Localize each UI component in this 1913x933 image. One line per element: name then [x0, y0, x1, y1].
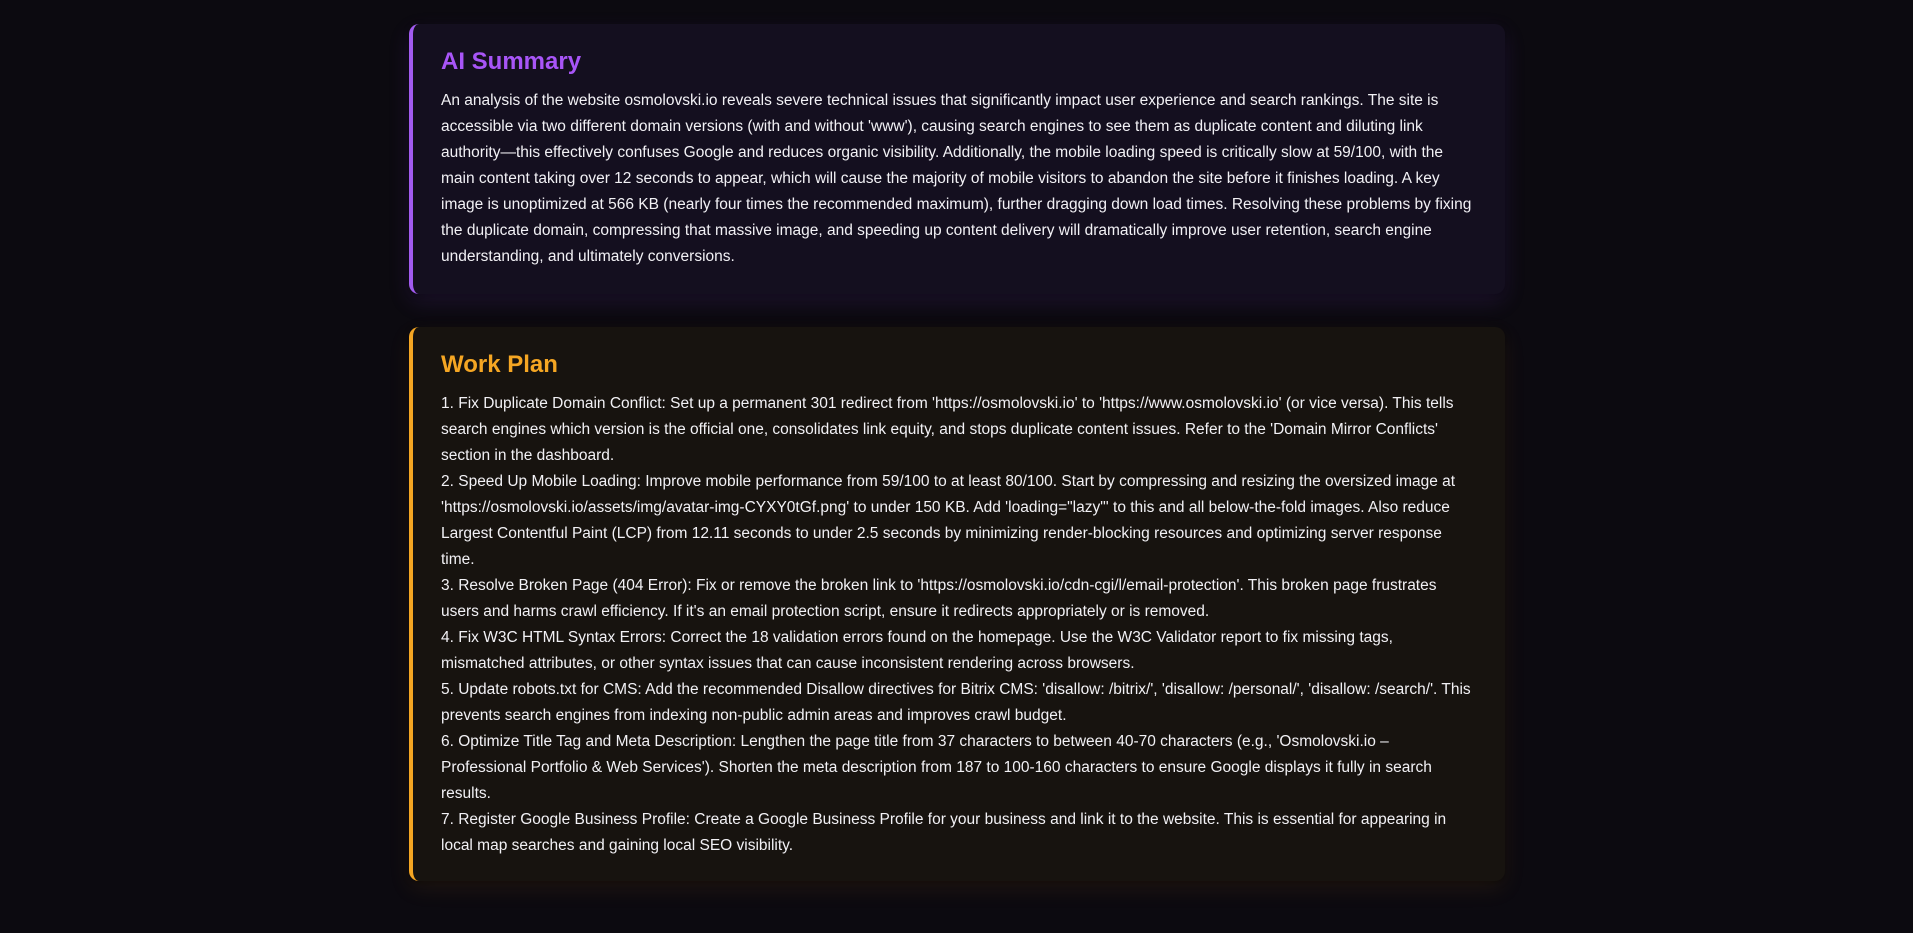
work-plan-card: [409, 327, 1505, 881]
work-plan-item: 3. Resolve Broken Page (404 Error): Fix or remove the broken link to 'https://osmolovski.io/cdn-cgi/l/email-protection'. This broken page frustrates users and harms crawl efficiency. If it's an email protection script, ensure it redirects appropriately or is removed.: [441, 577, 1437, 620]
work-plan-item: 6. Optimize Title Tag and Meta Description: Lengthen the page title from 37 characters to between 40-70 characters (e.g., 'Osmolovski.io – Professional Portfolio & Web Services'). Shorten the meta description from 187 to 100-160 characters to ensure Google displays it fully in search results.: [441, 733, 1432, 802]
ai-summary-card: [409, 24, 1505, 294]
work-plan-item: 4. Fix W3C HTML Syntax Errors: Correct the 18 validation errors found on the homepage. Use the W3C Validator report to fix missing tags, mismatched attributes, or other syntax issues that can cause inconsistent rendering across browsers.: [441, 629, 1393, 672]
work-plan-item: 5. Update robots.txt for CMS: Add the recommended Disallow directives for Bitrix CMS: 'disallow: /bitrix/', 'disallow: /personal/', 'disallow: /search/'. This prevents search engines from indexing non-public admin areas and improves crawl budget.: [441, 681, 1471, 724]
work-plan-title: Work Plan: [441, 351, 558, 378]
work-plan-item: 7. Register Google Business Profile: Create a Google Business Profile for your business and link it to the website. This is essential for appearing in local map searches and gaining local SEO visibility.: [441, 811, 1447, 854]
work-plan-item: 2. Speed Up Mobile Loading: Improve mobile performance from 59/100 to at least 80/100. Start by compressing and resizing the oversized image at 'https://osmolovski.io/assets/img/avatar-img-CYXY0tGf.png' to under 150 KB. Add 'loading="lazy"' to this and all below-the-fold images. Also reduce Largest Contentful Paint (LCP) from 12.11 seconds to under 2.5 seconds by minimizing render-blocking resources and optimizing server response time.: [441, 473, 1456, 568]
ai-summary-title: AI Summary: [441, 48, 582, 75]
work-plan-item: 1. Fix Duplicate Domain Conflict: Set up a permanent 301 redirect from 'https://osmolovski.io' to 'https://www.osmolovski.io' (or vice versa). This tells search engines which version is the official one, consolidates link equity, and stops duplicate content issues. Refer to the 'Domain Mirror Conflicts' section in the dashboard.: [441, 395, 1454, 464]
work-plan-list: [441, 391, 1477, 859]
ai-summary-text: An analysis of the website osmolovski.io reveals severe technical issues that significantly impact user experience and search rankings. The site is accessible via two different domain versions (with and without 'www'), causing search engines to see them as duplicate content and diluting link authority—this effectively confuses Google and reduces organic visibility. Additionally, the mobile loading speed is critically slow at 59/100, with the main content taking over 12 seconds to appear, which will cause the majority of mobile visitors to abandon the site before it finishes loading. A key image is unoptimized at 566 KB (nearly four times the recommended maximum), further dragging down load times. Resolving these problems by fixing the duplicate domain, compressing that massive image, and speeding up content delivery will dramatically improve user retention, search engine understanding, and ultimately conversions.: [441, 92, 1472, 265]
